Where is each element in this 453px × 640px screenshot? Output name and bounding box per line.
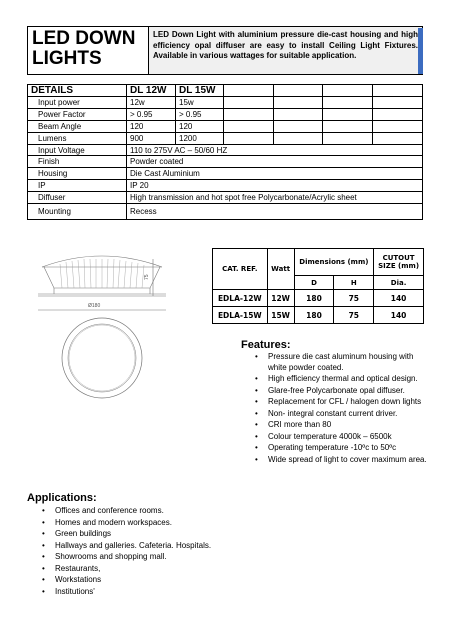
details-header-dl15: DL 15W (176, 85, 224, 97)
empty-cell (224, 132, 274, 144)
empty-cell (224, 97, 274, 109)
empty-cell (373, 85, 423, 97)
catalog-dia: 140 (374, 290, 424, 307)
catalog-header-dimensions: Dimensions (mm) (294, 249, 374, 276)
table-row (28, 168, 423, 180)
table-row (28, 156, 423, 168)
table-row (28, 97, 423, 109)
empty-cell (323, 120, 373, 132)
catalog-d: 180 (294, 307, 334, 324)
row-label: Housing (28, 168, 127, 180)
catalog-ref: EDLA-15W (213, 307, 268, 324)
row-label: Input Voltage (28, 144, 127, 156)
title-line-1: LED DOWN (32, 28, 136, 49)
row-value: Powder coated (127, 156, 423, 168)
list-item: • Institutions' (37, 587, 217, 598)
row-value-15w: 1200 (176, 132, 224, 144)
row-label: Input power (28, 97, 127, 109)
diameter-dimension-label: Ø180 (88, 303, 101, 309)
empty-cell (273, 97, 323, 109)
empty-cell (224, 85, 274, 97)
empty-cell (273, 85, 323, 97)
table-row (28, 192, 423, 204)
table-row (28, 132, 423, 144)
row-value: High transmission and hot spot free Polycarbonate/Acrylic sheet (127, 192, 423, 204)
empty-cell (224, 120, 274, 132)
list-item: • Non- integral constant current driver. (250, 409, 430, 420)
row-value: IP 20 (127, 180, 423, 192)
empty-cell (373, 108, 423, 120)
row-label: Power Factor (28, 108, 127, 120)
empty-cell (224, 108, 274, 120)
catalog-watt: 12W (267, 290, 294, 307)
row-value-12w: 120 (127, 120, 176, 132)
catalog-header-ref: CAT. REF. (213, 249, 268, 290)
product-description: LED Down Light with aluminium pressure die-cast housing and high efficiency opal diffuser are easy to install Ceiling Light Fixtures. Available in various wattages for suitable application. (149, 27, 422, 74)
details-header: DETAILS (28, 85, 127, 97)
empty-cell (373, 97, 423, 109)
row-value-15w: 120 (176, 120, 224, 132)
empty-cell (373, 132, 423, 144)
empty-cell (323, 97, 373, 109)
catalog-header-row (213, 249, 424, 276)
row-value-12w: 12w (127, 97, 176, 109)
row-label: Finish (28, 156, 127, 168)
catalog-header-cutout: CUTOUT SIZE (mm) (374, 249, 424, 276)
catalog-ref: EDLA-12W (213, 290, 268, 307)
list-item: • Showrooms and shopping mall. (37, 552, 217, 563)
list-item: • CRI more than 80 (250, 420, 430, 431)
list-item: • Hallways and galleries. Cafeteria. Hospitals. (37, 541, 217, 552)
row-value-15w: > 0.95 (176, 108, 224, 120)
list-item: • Restaurants, (37, 564, 217, 575)
list-item: • Workstations (37, 575, 217, 586)
table-row (28, 144, 423, 156)
catalog-subheader-d: D (294, 276, 334, 290)
list-item: • Offices and conference rooms. (37, 506, 217, 517)
row-value: 110 to 275V AC – 50/60 HZ (127, 144, 423, 156)
table-row (28, 120, 423, 132)
features-list (250, 352, 430, 466)
list-item: • High efficiency thermal and optical design. (250, 374, 430, 385)
list-item: • Green buildings (37, 529, 217, 540)
row-value: Die Cast Aluminium (127, 168, 423, 180)
table-row (28, 180, 423, 192)
catalog-h: 75 (334, 307, 374, 324)
list-item: • Operating temperature -10ºc to 50ºc (250, 443, 430, 454)
catalog-table (212, 248, 424, 324)
empty-cell (373, 120, 423, 132)
empty-cell (273, 132, 323, 144)
row-label: Diffuser (28, 192, 127, 204)
accent-bar (418, 28, 423, 74)
list-item: • Colour temperature 4000k – 6500k (250, 432, 430, 443)
list-item: • Homes and modern workspaces. (37, 518, 217, 529)
page-title (28, 27, 149, 74)
empty-cell (323, 132, 373, 144)
row-value-12w: 900 (127, 132, 176, 144)
table-row (213, 307, 424, 324)
row-label: Mounting (28, 204, 127, 220)
list-item: • Pressure die cast aluminum housing with white powder coated. (250, 352, 430, 373)
catalog-dia: 140 (374, 307, 424, 324)
empty-cell (323, 85, 373, 97)
features-heading: Features: (241, 339, 291, 351)
header-box (27, 26, 423, 75)
row-label: IP (28, 180, 127, 192)
applications-heading: Applications: (27, 492, 97, 504)
details-header-dl12: DL 12W (127, 85, 176, 97)
details-header-row (28, 85, 423, 97)
details-table (27, 84, 423, 220)
row-label: Lumens (28, 132, 127, 144)
title-line-2: LIGHTS (32, 48, 102, 69)
height-dimension-label: 75 (144, 274, 150, 280)
list-item: • Glare-free Polycarbonate opal diffuser. (250, 386, 430, 397)
catalog-d: 180 (294, 290, 334, 307)
empty-cell (273, 108, 323, 120)
table-row (28, 108, 423, 120)
list-item: • Replacement for CFL / halogen down lights (250, 397, 430, 408)
technical-drawing (28, 250, 168, 400)
catalog-subheader-h: H (334, 276, 374, 290)
empty-cell (323, 108, 373, 120)
table-row (28, 204, 423, 220)
row-value-15w: 15w (176, 97, 224, 109)
catalog-watt: 15W (267, 307, 294, 324)
table-row (213, 290, 424, 307)
applications-list (37, 506, 217, 598)
row-value: Recess (127, 204, 423, 220)
catalog-subheader-dia: Dia. (374, 276, 424, 290)
list-item: • Wide spread of light to cover maximum area. (250, 455, 430, 466)
row-value-12w: > 0.95 (127, 108, 176, 120)
catalog-header-watt: Watt (267, 249, 294, 290)
catalog-h: 75 (334, 290, 374, 307)
row-label: Beam Angle (28, 120, 127, 132)
top-view-drawing (62, 318, 142, 398)
empty-cell (273, 120, 323, 132)
